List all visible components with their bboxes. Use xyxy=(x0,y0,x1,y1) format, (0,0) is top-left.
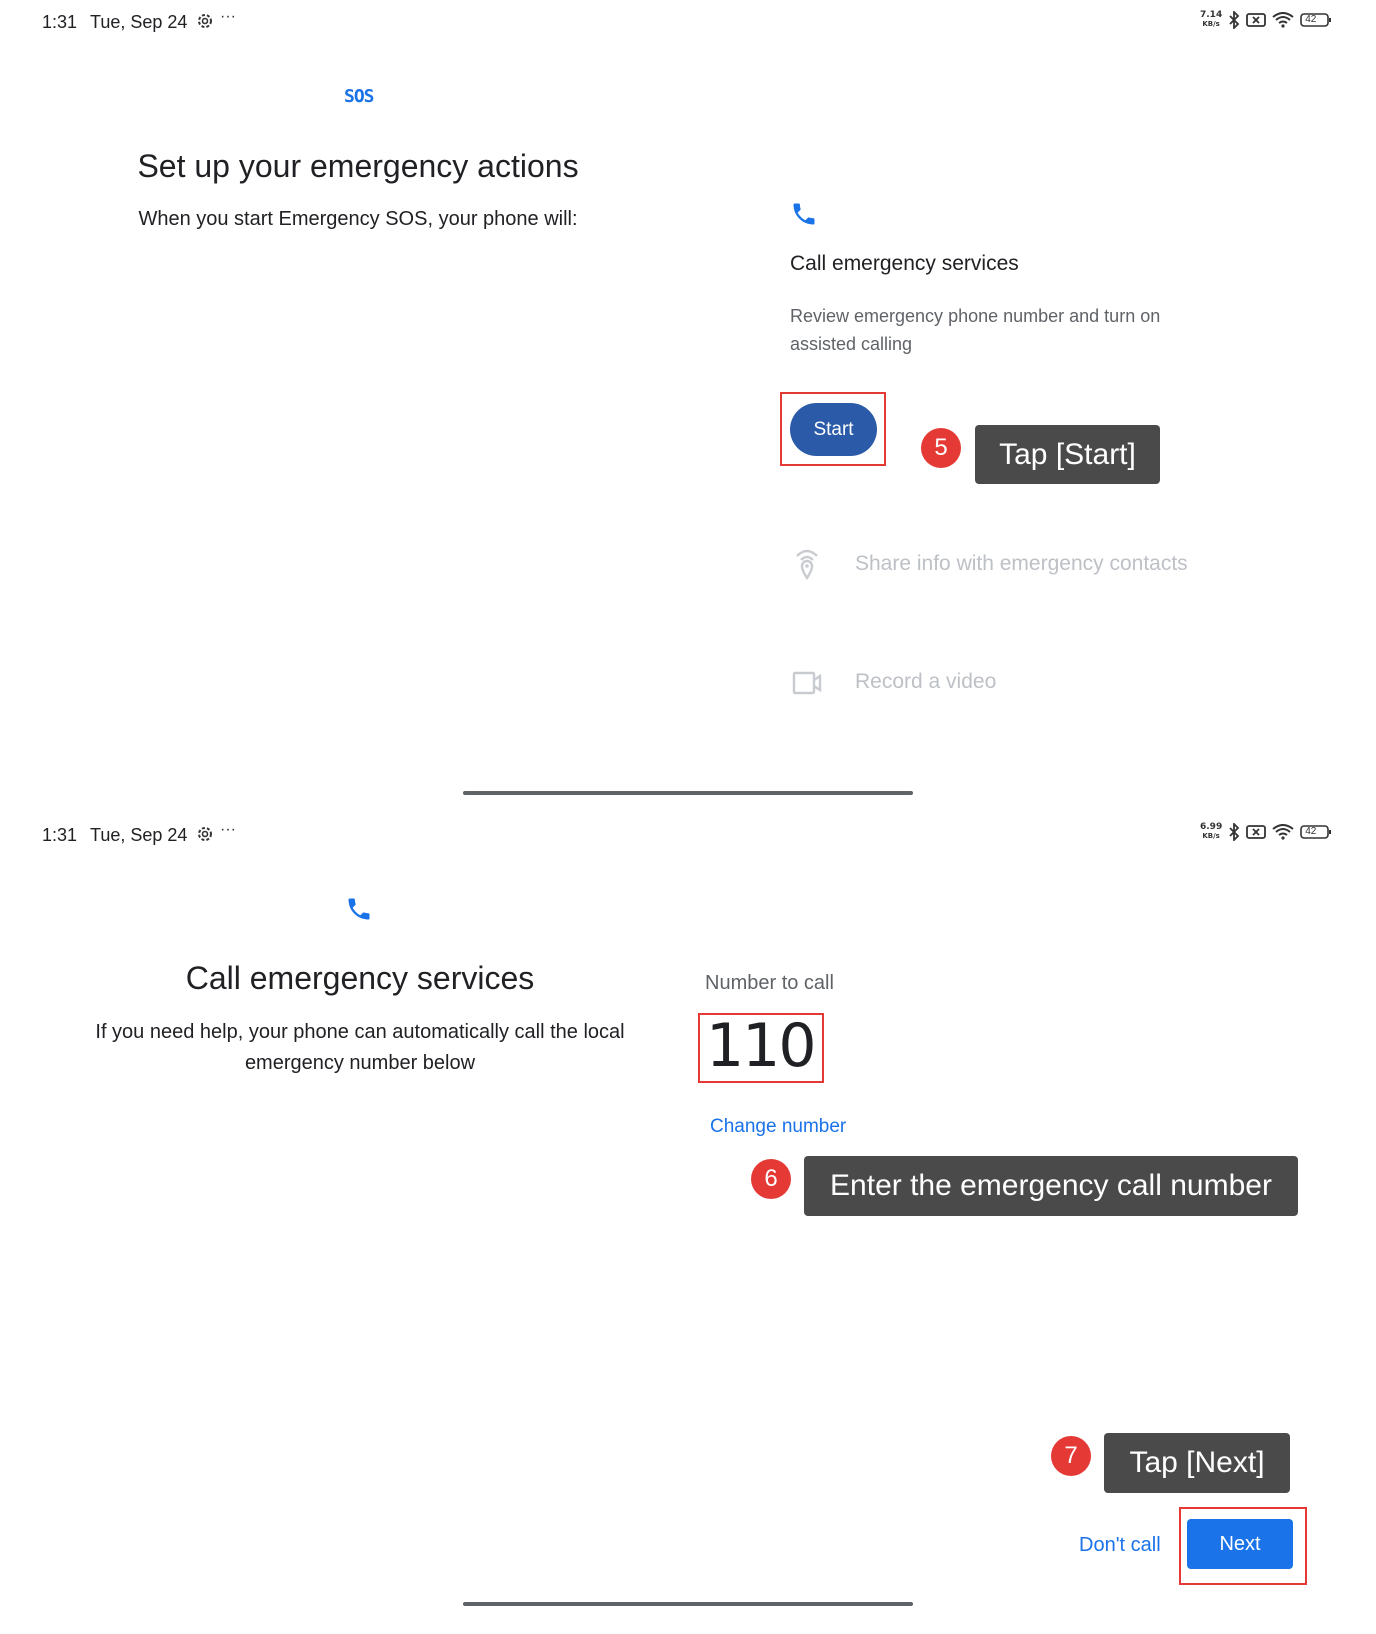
net-speed xyxy=(1200,11,1222,29)
settings-icon xyxy=(196,12,214,35)
wifi-icon xyxy=(1272,12,1294,28)
battery-icon xyxy=(1300,824,1332,840)
page-title: Call emergency services xyxy=(185,960,535,996)
home-indicator[interactable] xyxy=(463,1602,913,1606)
tooltip-tap-next: Tap [Next] xyxy=(1104,1433,1290,1493)
action-video-title: Record a video xyxy=(855,670,997,693)
net-speed-unit: KB/s xyxy=(1202,832,1220,840)
tooltip-tap-start: Tap [Start] xyxy=(975,425,1160,484)
action-share-title: Share info with emergency contacts xyxy=(855,552,1188,575)
more-icon: ··· xyxy=(220,821,236,838)
next-button[interactable]: Next xyxy=(1187,1519,1293,1569)
home-indicator[interactable] xyxy=(463,791,913,795)
status-icons xyxy=(1200,823,1332,841)
dont-call-button[interactable]: Don't call xyxy=(1079,1534,1161,1556)
net-speed-unit: KB/s xyxy=(1202,20,1220,28)
phone-icon xyxy=(790,200,818,233)
step-badge-7: 7 xyxy=(1051,1436,1091,1476)
net-speed-value: 6.99 xyxy=(1200,822,1223,832)
tooltip-enter-number: Enter the emergency call number xyxy=(804,1156,1298,1216)
page-subtitle: When you start Emergency SOS, your phone will: xyxy=(138,208,578,230)
status-time: 1:31 xyxy=(42,825,78,845)
status-date: Tue, Sep 24 xyxy=(90,825,188,845)
wifi-icon xyxy=(1272,824,1294,840)
bluetooth-icon xyxy=(1228,11,1240,29)
change-number-link[interactable]: Change number xyxy=(710,1116,847,1137)
page-description: If you need help, your phone can automatically call the local emergency number below xyxy=(95,1021,625,1074)
net-speed-value: 7.14 xyxy=(1200,10,1223,20)
settings-icon xyxy=(196,825,214,848)
sos-logo: SOS xyxy=(344,86,374,107)
sim-icon xyxy=(1246,12,1266,28)
more-icon: ··· xyxy=(220,8,236,25)
status-time: 1:31 xyxy=(42,12,78,32)
status-date: Tue, Sep 24 xyxy=(90,12,188,32)
action-call-description: Review emergency phone number and turn on assisted calling xyxy=(790,306,1161,354)
emergency-number-field[interactable]: 110 xyxy=(706,1011,815,1081)
net-speed xyxy=(1200,823,1222,841)
bluetooth-icon xyxy=(1228,823,1240,841)
battery-level: 42 xyxy=(1305,826,1317,837)
location-share-icon xyxy=(792,546,822,585)
video-icon xyxy=(792,670,822,701)
step-badge-6: 6 xyxy=(751,1159,791,1199)
step-badge-5: 5 xyxy=(921,428,961,468)
status-icons xyxy=(1200,11,1332,29)
battery-level: 42 xyxy=(1305,14,1317,25)
page-title: Set up your emergency actions xyxy=(137,148,579,184)
battery-icon xyxy=(1300,12,1332,28)
phone-icon xyxy=(345,895,373,928)
number-label: Number to call xyxy=(705,972,834,994)
action-call-title: Call emergency services xyxy=(790,252,1019,275)
start-button[interactable]: Start xyxy=(790,403,877,456)
sim-icon xyxy=(1246,824,1266,840)
